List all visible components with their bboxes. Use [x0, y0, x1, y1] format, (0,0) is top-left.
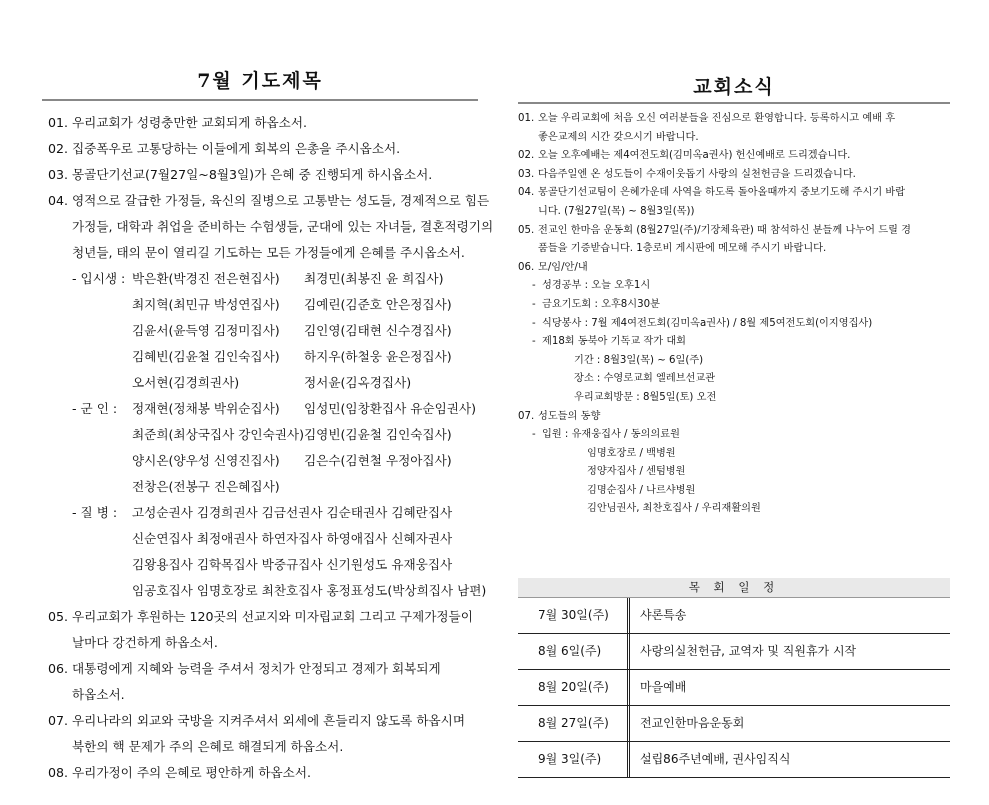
schedule-row — [518, 634, 950, 670]
member-news-line: 임명호장로 / 백병원 — [587, 447, 676, 459]
prayer-line: 청년들, 태의 문이 열리길 기도하는 모든 가정들에게 은혜를 주시옵소서. — [72, 245, 465, 260]
group-name: 고성순권사 김경희권사 김금선권사 김순태권사 김혜란집사 — [132, 505, 453, 520]
group-name: 신순연집사 최정애권사 하연자집사 하영애집사 신혜자권사 — [132, 531, 453, 546]
news-line: 오늘 우리교회에 처음 오신 여러분들을 진심으로 환영합니다. 등록하시고 예배 후 — [538, 113, 896, 124]
group-row — [72, 500, 478, 526]
member-news-line: 입원 : 유재웅집사 / 동의의료원 — [542, 429, 680, 441]
schedule-event: 샤론특송 — [640, 608, 687, 622]
prayer-item — [48, 136, 478, 162]
prayer-item — [48, 708, 478, 760]
group-name: 김왕용집사 김학목집사 박중규집사 신기원성도 유재웅집사 — [132, 557, 453, 572]
prayer-list — [48, 110, 494, 786]
schedule-date: 7월 30일(주) — [518, 598, 630, 633]
prayer-line: 집중폭우로 고통당하는 이들에게 회복의 은총을 주시옵소서. — [72, 141, 401, 156]
prayer-line: 영적으로 갈급한 가정들, 육신의 질병으로 고통받는 성도들, 경제적으로 힘든 — [72, 193, 490, 208]
group-name: 정재현(정채봉 박위순집사) — [132, 401, 280, 416]
schedule-row — [518, 742, 950, 778]
meeting-line: 성경공부 : 오늘 오후1시 — [542, 280, 651, 292]
prayer-line: 하옵소서. — [72, 687, 125, 702]
news-item — [518, 166, 950, 185]
member-news-line: 김명순집사 / 나르샤병원 — [587, 484, 696, 496]
prayer-title: 7월 기도제목 — [197, 70, 323, 92]
group-name: 김은수(김현철 우정아집사) — [304, 453, 452, 468]
schedule-date: 8월 6일(주) — [518, 634, 630, 669]
news-line: 품들을 기증받습니다. 1층로비 게시판에 메모해 주시기 바랍니다. — [538, 243, 827, 255]
group-name: 양시온(양우성 신영진집사) — [132, 453, 280, 468]
meeting-line: 제18회 동북아 기독교 작가 대회 — [542, 336, 687, 348]
prayer-line: 몽골단기선교(7월27일~8월3일)가 은혜 중 진행되게 하시옵소서. — [72, 167, 433, 182]
group-row — [72, 474, 478, 500]
news-item — [518, 259, 950, 278]
group-name: 최경민(최봉진 윤 희집사) — [304, 271, 444, 286]
group-label-illness: - 질 병 : — [72, 505, 118, 520]
meeting-item — [532, 296, 950, 315]
member-news-item — [532, 426, 950, 519]
group-row — [72, 318, 478, 344]
meeting-list — [532, 277, 950, 407]
schedule-event: 마을예배 — [640, 680, 687, 694]
group-row — [72, 422, 478, 448]
schedule-event: 사랑의실천헌금, 교역자 및 직원휴가 시작 — [640, 644, 857, 658]
group-name: 임성민(임창환집사 유순임권사) — [304, 401, 476, 416]
prayer-line: 가정들, 대학과 취업을 준비하는 수험생들, 군대에 있는 자녀들, 결혼적령기의 — [72, 219, 494, 234]
prayer-number: 01. — [48, 115, 69, 130]
meeting-item — [532, 315, 950, 334]
group-label-military: - 군 인 : — [72, 401, 118, 416]
news-title-rule — [518, 102, 950, 104]
prayer-line: 우리교회가 후원하는 120곳의 선교지와 미자립교회 그리고 구제가정들이 — [72, 609, 473, 624]
prayer-item — [48, 110, 478, 136]
group-row — [72, 552, 478, 578]
prayer-item — [48, 656, 478, 708]
group-row — [72, 370, 478, 396]
schedule-row — [518, 670, 950, 706]
prayer-number: 03. — [48, 167, 69, 182]
group-name: 오서현(김경희권사) — [132, 375, 240, 390]
meeting-line: 금요기도회 : 오후8시30분 — [542, 298, 660, 310]
prayer-number: 02. — [48, 141, 69, 156]
prayer-line: 날마다 강건하게 하옵소서. — [72, 635, 218, 650]
news-line: 몽골단기선교팀이 은혜가운데 사역을 하도록 돌아올때까지 중보기도해 주시기 바랍 — [538, 187, 906, 199]
meeting-detail: 기간 : 8월3일(목) ~ 6일(주) — [574, 354, 704, 366]
group-name: 최준희(최상국집사 강인숙권사) — [132, 427, 304, 442]
meeting-detail: 우리교회방문 : 8월5일(토) 오전 — [574, 391, 717, 403]
news-item — [518, 147, 950, 166]
group-name: 김영빈(김윤철 김인숙집사) — [304, 427, 452, 442]
member-news-line: 정양자집사 / 센텀병원 — [587, 466, 686, 478]
news-item — [518, 110, 950, 147]
prayer-line: 우리가정이 주의 은혜로 평안하게 하옵소서. — [72, 765, 311, 780]
news-number: 05. — [518, 224, 535, 236]
news-item — [518, 408, 950, 427]
group-name: 하지우(하철웅 윤은정집사) — [304, 349, 452, 364]
prayer-number: 07. — [48, 713, 69, 728]
news-item — [518, 184, 950, 221]
schedule-row — [518, 706, 950, 742]
prayer-number: 05. — [48, 609, 69, 624]
meeting-detail: 장소 : 수영로교회 엘레브선교관 — [574, 373, 716, 385]
meeting-dash: - — [532, 317, 536, 329]
prayer-line: 북한의 핵 문제가 주의 은혜로 해결되게 하옵소서. — [72, 739, 344, 754]
news-number: 02. — [518, 150, 535, 162]
news-title: 교회소식 — [693, 76, 775, 98]
schedule-date: 9월 3일(주) — [518, 742, 630, 777]
group-name: 전창은(전봉구 진은혜집사) — [132, 479, 280, 494]
news-number: 06. — [518, 261, 535, 273]
news-line: 모/임/안/내 — [538, 261, 588, 273]
news-number: 07. — [518, 410, 535, 422]
group-name: 김예린(김준호 안은정집사) — [304, 297, 452, 312]
prayer-number: 08. — [48, 765, 69, 780]
news-number: 03. — [518, 168, 535, 180]
member-news-list — [532, 426, 950, 519]
news-item — [518, 222, 950, 259]
schedule-event: 전교인한마음운동회 — [640, 716, 745, 730]
group-name: 김인영(김태현 신수경집사) — [304, 323, 452, 338]
group-row — [72, 448, 478, 474]
member-news-line: 김안님권사, 최찬호집사 / 우리재활의원 — [587, 503, 761, 515]
group-name: 박은환(박경진 전은현집사) — [132, 271, 280, 286]
group-row — [72, 396, 478, 422]
prayer-line: 우리나라의 외교와 국방을 지켜주셔서 외세에 흔들리지 않도록 하옵시며 — [72, 713, 465, 728]
prayer-number: 06. — [48, 661, 69, 676]
group-name: 임공호집사 임명호장로 최찬호집사 홍정표성도(박상희집사 남편) — [132, 583, 487, 598]
meeting-dash: - — [532, 298, 536, 310]
meeting-dash: - — [532, 336, 536, 348]
prayer-number: 04. — [48, 193, 69, 208]
news-line: 전교인 한마음 운동회 (8월27일(주)/기장체육관) 때 참석하신 분들께 나누어 드릴 경 — [538, 224, 911, 236]
news-line: 다음주일엔 온 성도들이 수재이웃돕기 사랑의 실천헌금을 드리겠습니다. — [538, 168, 856, 180]
prayer-groups — [72, 266, 487, 604]
meeting-dash: - — [532, 280, 536, 292]
group-row — [72, 344, 478, 370]
news-number: 01. — [518, 113, 535, 124]
prayer-title-rule — [42, 99, 478, 101]
news-line: 좋은교제의 시간 갖으시기 바랍니다. — [538, 131, 699, 143]
prayer-item — [48, 162, 478, 188]
meeting-line: 식당봉사 : 7월 제4여전도회(김미옥a권사) / 8월 제5여전도회(이지영집사) — [542, 317, 873, 329]
group-name: 정서윤(김옥경집사) — [304, 375, 412, 390]
news-list — [518, 110, 950, 519]
news-line: 오늘 오후예배는 제4여전도회(김미옥a권사) 헌신예배로 드리겠습니다. — [538, 150, 851, 162]
group-row — [72, 266, 478, 292]
group-name: 김윤서(윤득영 김정미집사) — [132, 323, 280, 338]
prayer-line: 우리교회가 성령충만한 교회되게 하옵소서. — [72, 115, 307, 130]
schedule-table — [518, 578, 950, 778]
prayer-item — [48, 604, 478, 656]
news-number: 04. — [518, 187, 535, 199]
news-line: 성도들의 동향 — [538, 410, 601, 422]
meeting-item — [532, 277, 950, 296]
group-name: 최지혁(최민규 박성연집사) — [132, 297, 280, 312]
news-line: 니다. (7월27일(목) ~ 8월3일(목)) — [538, 205, 695, 217]
prayer-item — [48, 188, 494, 266]
schedule-event: 설립86주년예배, 권사임직식 — [640, 752, 791, 766]
member-news-dash: - — [532, 429, 536, 441]
group-row — [72, 526, 478, 552]
schedule-date: 8월 20일(주) — [518, 670, 630, 705]
prayer-item — [48, 760, 478, 786]
group-name: 김혜빈(김윤철 김인숙집사) — [132, 349, 280, 364]
meeting-item — [532, 333, 950, 407]
group-row — [72, 292, 478, 318]
group-label-exam: - 입시생 : — [72, 271, 126, 286]
schedule-date: 8월 27일(주) — [518, 706, 630, 741]
group-row — [72, 578, 487, 604]
schedule-title: 목 회 일 정 — [518, 578, 950, 598]
schedule-row — [518, 598, 950, 634]
prayer-line: 대통령에게 지혜와 능력을 주셔서 정치가 안정되고 경제가 회복되게 — [72, 661, 441, 676]
